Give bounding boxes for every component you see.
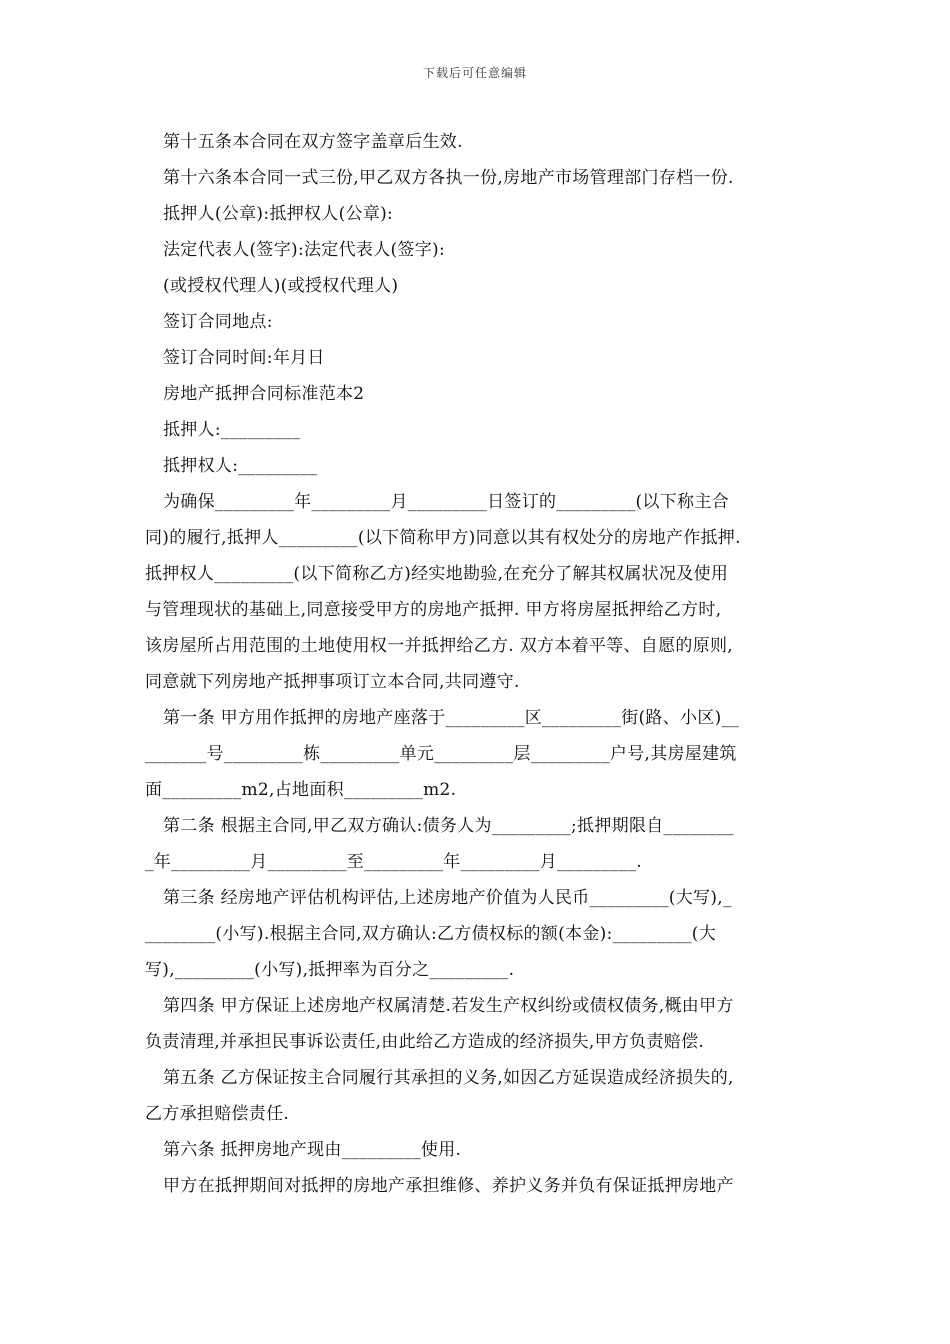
text-line: _______号_________栋_________单元_________层_________户号,其房屋建筑	[145, 744, 737, 764]
text-line: 第十六条本合同一式三份,甲乙双方各执一份,房地产市场管理部门存档一份.	[163, 168, 734, 188]
text-line: 第十五条本合同在双方签字盖章后生效.	[163, 132, 463, 152]
text-line: 乙方承担赔偿责任.	[145, 1104, 290, 1124]
text-line: 抵押权人_________(以下简称乙方)经实地勘验,在充分了解其权属状况及使用	[145, 564, 729, 584]
text-line: 写),_________(小写),抵押率为百分之_________.	[145, 960, 515, 980]
page-header: 下载后可任意编辑	[422, 66, 527, 80]
text-line: 法定代表人(签字):法定代表人(签字):	[163, 240, 445, 260]
text-line: 与管理现状的基础上,同意接受甲方的房地产抵押. 甲方将房屋抵押给乙方时,	[145, 600, 722, 620]
text-line: 第二条 根据主合同,甲乙双方确认:债务人为_________;抵押期限自________	[163, 816, 734, 836]
text-line: _年_________月_________至_________年_________月_________.	[145, 852, 643, 872]
text-line: 抵押人(公章):抵押权人(公章):	[163, 204, 394, 224]
text-line: 房地产抵押合同标准范本2	[163, 384, 365, 404]
text-line: 为确保_________年_________月_________日签订的_________(以下称主合	[163, 492, 729, 512]
text-line: (或授权代理人)(或授权代理人)	[163, 276, 399, 296]
text-line: 抵押人:_________	[163, 420, 301, 440]
text-line: 同意就下列房地产抵押事项订立本合同,共同遵守.	[145, 672, 520, 692]
text-line: 该房屋所占用范围的土地使用权一并抵押给乙方. 双方本着平等、自愿的原则,	[145, 636, 734, 656]
text-line: 第一条 甲方用作抵押的房地产座落于_________区_________街(路、小区)__	[163, 708, 740, 728]
text-line: 面_________m2,占地面积_________m2.	[145, 780, 457, 800]
text-line: 第四条 甲方保证上述房地产权属清楚.若发生产权纠纷或债权债务,概由甲方	[163, 996, 734, 1016]
text-line: 签订合同时间:年月日	[163, 348, 325, 368]
text-line: 签订合同地点:	[163, 312, 273, 332]
text-line: 甲方在抵押期间对抵押的房地产承担维修、养护义务并负有保证抵押房地产	[163, 1176, 734, 1196]
text-line: 第六条 抵押房地产现由_________使用.	[163, 1140, 462, 1160]
text-line: 第三条 经房地产评估机构评估,上述房地产价值为人民币_________(大写),_	[163, 888, 732, 908]
text-line: 同)的履行,抵押人_________(以下简称甲方)同意以其有权处分的房地产作抵押.	[145, 528, 741, 548]
text-line: 第五条 乙方保证按主合同履行其承担的义务,如因乙方延误造成经济损失的,	[163, 1068, 734, 1088]
text-line: 抵押权人:_________	[163, 456, 318, 476]
document-body	[145, 124, 807, 1204]
text-line: ________(小写).根据主合同,双方确认:乙方债权标的额(本金):_________(大	[145, 924, 717, 944]
text-line: 负责清理,并承担民事诉讼责任,由此给乙方造成的经济损失,甲方负责赔偿.	[145, 1032, 705, 1052]
